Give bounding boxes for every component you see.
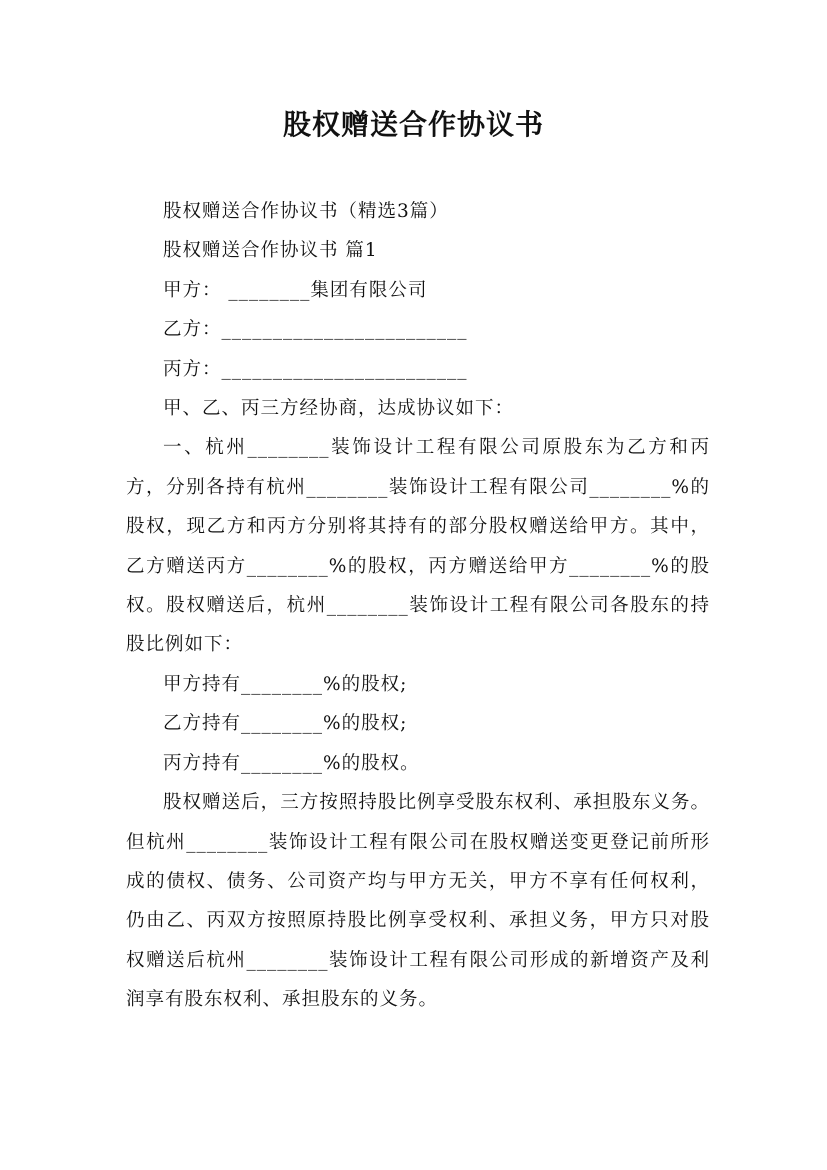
document-subtitle: 股权赠送合作协议书（精选3篇） (163, 201, 449, 222)
agreement-intro: 甲、乙、丙三方经协商，达成协议如下： (163, 398, 515, 420)
party-b-line: 乙方：________________________ (163, 319, 468, 341)
party-c-line: 丙方：________________________ (163, 358, 468, 380)
party-c-share: 丙方持有________%的股权。 (163, 752, 420, 774)
rights-obligations-paragraph: 股权赠送后，三方按照持股比例享受股东权利、承担股东义务。但杭州________装饰设计工程有限公司在股权赠送变更登记前所形成的债权、债务、公司资产均与甲方无关，甲方不享有任何权利，仍由乙、丙双方按照原持股比例享受权利、承担义务，甲方只对股权赠送后杭州________装饰设计工程有限公司形成的新增资产及利润享有股东权利、承担股东的义务。 (126, 792, 710, 1011)
document-title: 股权赠送合作协议书 (282, 108, 544, 141)
section-heading: 股权赠送合作协议书 篇1 (163, 240, 378, 262)
party-a-share: 甲方持有________%的股权; (163, 673, 408, 695)
party-b-share: 乙方持有________%的股权; (163, 713, 408, 735)
clause-one: 一、杭州________装饰设计工程有限公司原股东为乙方和丙方，分别各持有杭州________装饰设计工程有限公司________%的股权，现乙方和丙方分别将其持有的部分股权赠送给甲方。其中，乙方赠送丙方________%的股权，丙方赠送给甲方________%的股权。股权赠送后，杭州________装饰设计工程有限公司各股东的持股比例如下： (126, 437, 710, 656)
document-body (126, 192, 710, 1020)
party-a-line: 甲方： ________集团有限公司 (163, 279, 428, 301)
